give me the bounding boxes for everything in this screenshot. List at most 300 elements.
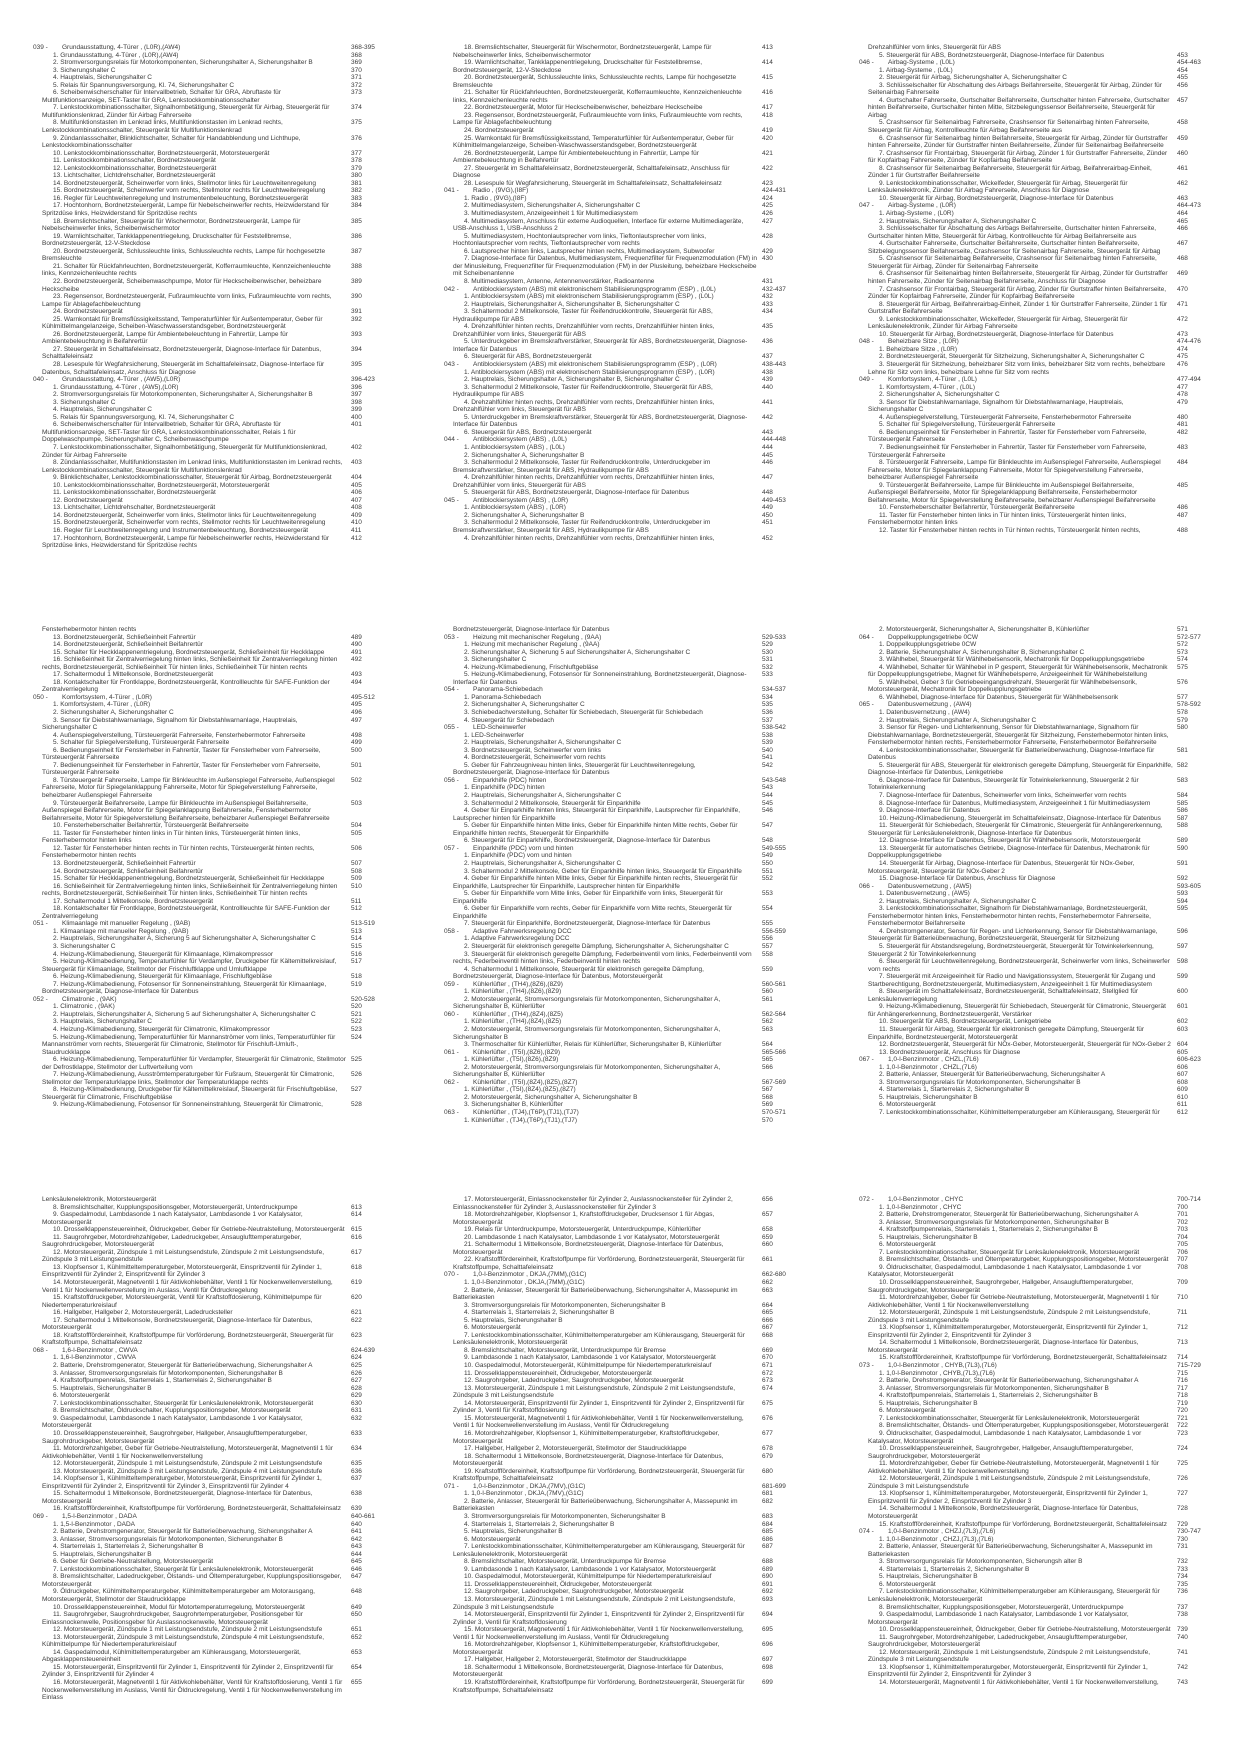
page-number: 422 xyxy=(762,164,773,172)
page-number: 463 xyxy=(1177,194,1188,202)
section-number: 060 - xyxy=(444,1010,459,1018)
entry-text: 16. Schließeinheit für Zentralverriegelung hinten links, Schließeinheit für Zentralverriegelung hinten rechts, Bordnetzsteuergerät, Schließeinheit Tür hinten links, Schließeinheit Tür hinten rechts xyxy=(42,882,338,898)
entry-text: 24. Bordnetzsteuergerät xyxy=(53,308,123,316)
entry-text: 6. Lautsprecher hinten links, Lautsprecher hinten rechts, Multimediasystem, Subwoofer xyxy=(464,247,715,255)
entry-text: 4. Kraftstoffpumpenrelais, Starterrelais 1, Starterrelais 2, Sicherungshalter B xyxy=(879,1392,1098,1400)
page-number: 473 xyxy=(1177,330,1188,338)
section-header-row xyxy=(444,981,817,989)
index-entry-row xyxy=(33,1475,406,1490)
index-entry-row xyxy=(33,263,406,278)
page-number: 494 xyxy=(351,678,362,686)
index-entry-row xyxy=(444,671,817,686)
page-number: 500 xyxy=(351,746,362,754)
section-header-text xyxy=(444,634,758,642)
entry-text: 12. Lenkstockkombinationsschalter, Bordnetzsteuergerät xyxy=(53,164,217,172)
index-entry-row xyxy=(33,800,406,823)
page-number: 436 xyxy=(762,338,773,346)
entry-text: 6. Motorsteuergerät xyxy=(53,1392,110,1400)
index-entry-row xyxy=(859,240,1232,255)
entry-text: 1. Climatronic , (9AK) xyxy=(53,1003,115,1011)
page-number: 483 xyxy=(1177,443,1188,451)
entry-text: 22. Bordnetzsteuergerät, Motor für Heckscheibenwischer, beheizbare Heckscheibe xyxy=(464,104,703,112)
section-number: 044 - xyxy=(444,436,459,444)
index-entry-row xyxy=(859,399,1232,414)
entry-text: 6. Diagnose-Interface für Datenbus, Steuergerät für Totwinkelerkennung, Steuergerät 2 für Totwinkelerkennung xyxy=(868,776,1139,792)
page-number: 434 xyxy=(762,308,773,316)
section-number: 045 - xyxy=(444,496,459,504)
entry-text: 2. Multimediasystem, Sicherungshalter A, Sicherungshalter C xyxy=(464,202,641,210)
page-number: 512 xyxy=(351,905,362,913)
index-entry-row xyxy=(859,1003,1232,1018)
entry-text: 4. Gurtschalter Fahrerseite, Gurtschalter Beifahrerseite, Gurtschalter hinten Fahrerseite, Gurtschalter hinten Beifahrerseite, Gurtschalter hinten Mitte, Sitzbelegungssensor Beifahrerseite, Steuergerät für Airbag xyxy=(868,96,1170,119)
entry-text: 12. Bordnetzsteuergerät xyxy=(53,496,123,504)
index-entry-row xyxy=(444,444,817,452)
page-number: 389 xyxy=(351,277,362,285)
entry-text: 1. 1,5-l-Benzinmotor , DADA xyxy=(53,1520,136,1528)
section-header-row xyxy=(444,1271,817,1279)
index-entry-row xyxy=(33,1460,406,1468)
index-entry-row xyxy=(33,172,406,180)
section-header-row xyxy=(859,376,1232,384)
entry-text: 3. Schlüsselschalter für Abschaltung des Airbags Beifahrerseite, Steuergerät für Airbag, Zünder für Seitenairbag Fahrerseite xyxy=(868,81,1162,97)
page-number: 485 xyxy=(1177,481,1188,489)
index-entry-row xyxy=(33,641,406,649)
index-entry-row xyxy=(859,815,1232,823)
section-header-row xyxy=(444,845,817,853)
index-entry-row xyxy=(33,308,406,316)
page-number: 521 xyxy=(351,1010,362,1018)
entry-text: 13. Steuergerät für automatisches Getriebe, Diagnose-Interface für Datenbus, Mechatronik für Doppelkupplungsgetriebe xyxy=(868,844,1150,860)
section-title: 1,0-l-Benzinmotor , CHZL,(7L6) xyxy=(888,1056,979,1064)
index-entry-row xyxy=(444,800,817,808)
page-number: 598 xyxy=(1177,958,1188,966)
section-number: 040 - xyxy=(33,376,48,384)
index-entry-row xyxy=(859,1064,1232,1072)
entry-text: 5. Schalter für Spiegelverstellung, Türsteuergerät Fahrerseite xyxy=(879,421,1056,429)
page-number: 432-437 xyxy=(762,285,786,293)
page-number: 467 xyxy=(1177,240,1188,248)
page-number: 595 xyxy=(1177,905,1188,913)
page-number: 402 xyxy=(351,443,362,451)
section-number: 041 - xyxy=(444,187,459,195)
index-entry-row xyxy=(444,868,817,876)
section-title: Doppelkupplungsgetriebe 0CW xyxy=(888,633,978,641)
entry-text: 2. Stromversorgungsrelais für Motorkomponenten, Sicherungshalter A, Sicherungshalter B xyxy=(53,59,313,67)
page-number: 705 xyxy=(1177,1241,1188,1249)
section-header-row xyxy=(444,286,817,294)
index-entry-row xyxy=(859,1543,1232,1558)
index-entry-row xyxy=(33,406,406,414)
section-header-text xyxy=(444,187,758,195)
index-entry-row xyxy=(859,82,1232,97)
index-entry-row xyxy=(444,1543,817,1558)
section-title: Datenbusvernetzung , (AW5) xyxy=(888,882,972,890)
entry-text: 2. Motorsteuergerät, Stromversorgungsrelais für Motorkomponenten, Sicherungshalter A, Sicherungshalter B, Kühlerlüfter xyxy=(453,995,721,1011)
page-number: 408 xyxy=(351,504,362,512)
index-entry-row xyxy=(859,1211,1232,1219)
page-number: 679 xyxy=(762,1452,773,1460)
page-number: 736 xyxy=(1177,1588,1188,1596)
index-entry-row xyxy=(444,1309,817,1317)
entry-text: 10. Heizung-/Klimabedienung, Steuergerät im Schalttafeleinsatz, Diagnose-Interface für Datenbus xyxy=(879,814,1161,822)
entry-text: 9. Heizung-/Klimabedienung, Steuergerät für Schiebedach, Steuergerät für Climatronic, Steuergerät für Anhängererkennung, Bordnetzsteuergerät, Verstärker xyxy=(868,1003,1166,1018)
entry-text: 8. Multimediasystem, Antenne, Antennenverstärker, Radioantenne xyxy=(464,277,655,285)
entry-text: 3. Schaltermodul 2 Mittelkonsole, Steuergerät für Einparkhilfe xyxy=(464,799,641,807)
section-header-row xyxy=(859,701,1232,709)
page-number: 644 xyxy=(351,1550,362,1558)
page-number: 379 xyxy=(351,164,362,172)
page-number: 415 xyxy=(762,74,773,82)
page-number: 726 xyxy=(1177,1475,1188,1483)
page-number: 539 xyxy=(762,739,773,747)
entry-text: 3. Steuergerät für Sitzheizung, beheizbarer Sitz vorn links, beheizbarer Sitz vorn rechts, beheizbare Lehne für Sitz vorn links, beheizbare Lehne für Sitz vorn rechts xyxy=(868,360,1166,376)
entry-text: 2. Batterie, Drehstromgenerator, Steuergerät für Batterieüberwachung, Sicherungshalter A xyxy=(53,1528,313,1536)
page-number: 742 xyxy=(1177,1663,1188,1671)
index-entry-row xyxy=(444,1018,817,1026)
entry-text: 16. Regler für Leuchtweitenregelung und Instrumentenbeleuchtung, Bordnetzsteuergerät xyxy=(53,194,309,202)
entry-text: 3. Sicherungshalter C xyxy=(53,398,116,406)
page-number: 466 xyxy=(1177,225,1188,233)
entry-text: 3. Hauptrelais, Sicherungshalter C xyxy=(53,1018,152,1026)
page-number: 480 xyxy=(1177,413,1188,421)
page-number: 608 xyxy=(1177,1078,1188,1086)
index-column xyxy=(33,626,406,1109)
entry-text: 5. Hauptrelais, Sicherungshalter B xyxy=(879,1233,978,1241)
index-entry-row xyxy=(33,935,406,943)
index-entry-row xyxy=(33,474,406,482)
index-entry-row xyxy=(859,165,1232,180)
index-entry-row xyxy=(33,1056,406,1071)
entry-text: 4. Hauptrelais, Sicherungshalter C xyxy=(53,74,152,82)
page-number: 672 xyxy=(762,1369,773,1377)
page-number: 682 xyxy=(762,1497,773,1505)
index-entry-row xyxy=(33,701,406,709)
index-entry-row xyxy=(859,1505,1232,1520)
index-entry-row xyxy=(859,286,1232,301)
entry-text: 11. Motordrehzahlgeber, Geber für Getriebe-Neutralstellung, Motorsteuergerät, Magnetventil 1 für Aktivkohlebehälter, Ventil 1 für Nockenwellenverstellung xyxy=(42,1445,333,1460)
page-number: 391 xyxy=(351,308,362,316)
page-number: 729 xyxy=(1177,1520,1188,1528)
entry-text: 8. Steuergerät für Airbag, Beifahrerairbag-Einheit, Zünder 1 für Gurtstraffer Fahrerseite, Zünder 1 für Gurtstraffer Beifahrerseite xyxy=(868,300,1168,316)
entry-text: 4. Drehzahlfühler hinten rechts, Drehzahlfühler vorn rechts, Drehzahlfühler hinten links, Drehzahlfühler vorn links, Steuergerät für ABS xyxy=(453,474,715,489)
entry-text: 11. Saugrohrgeber, Motordrehzahlgeber, Ladedruckgeber, Ansauglufttemperaturgeber, Saugrohrdruckgeber, Motorsteuergerät xyxy=(868,1633,1128,1649)
index-entry-row xyxy=(859,762,1232,777)
page-number: 505 xyxy=(351,829,362,837)
index-entry-row xyxy=(444,1086,817,1094)
index-entry-row xyxy=(33,195,406,203)
index-entry-row xyxy=(859,1430,1232,1445)
index-entry-row xyxy=(444,1256,817,1271)
entry-text: 8. Heizung-/Klimabedienung, Druckgeber für Kältemittelkreislauf, Steuergerät für Frischluftgebläse, Steuergerät für Climatronic, Frischluftgebläse xyxy=(42,1086,338,1101)
index-entry-row xyxy=(859,694,1232,702)
index-entry-row xyxy=(444,1400,817,1415)
section-header-row xyxy=(859,634,1232,642)
index-entry-row xyxy=(33,649,406,657)
page-number: 691 xyxy=(762,1580,773,1588)
index-entry-row xyxy=(444,935,817,943)
index-entry-row xyxy=(444,429,817,437)
entry-text: 4. Heizung-/Klimabedienung, Steuergerät für Klimaanlage, Klimakompressor xyxy=(53,950,274,958)
entry-text: 2. Steuergerät für Airbag, Sicherungshalter A, Sicherungshalter C xyxy=(879,74,1067,82)
index-entry-row xyxy=(859,1679,1232,1687)
entry-text: 19. Kraftstofffördereinheit, Kraftstoffpumpe für Vorförderung, Bordnetzsteuergerät, Steuergerät für Kraftstoffpumpe, Schalttafeleinsatz xyxy=(453,1679,745,1694)
page-number: 721 xyxy=(1177,1414,1188,1422)
page-number: 567 xyxy=(762,1086,773,1094)
entry-text: 9. Öldruckgeber, Kühlmitteltemperaturgeber, Kühlmitteltemperaturgeber am Motorausgang, Motorsteuergerät, Stellmotor der Staudruckklappe xyxy=(42,1588,315,1603)
page-number: 371 xyxy=(351,74,362,82)
page-number: 678 xyxy=(762,1445,773,1453)
page-number: 655 xyxy=(351,1679,362,1686)
entry-text: 6. Heizung-/Klimabedienung, Temperaturfühler für Verdampfer, Steuergerät für Climatronic, Stellmotor der Defrostklappe, Stellmotor der Luftverteilung vorn xyxy=(42,1056,346,1071)
page-number: 590 xyxy=(1177,844,1188,852)
page-number: 733 xyxy=(1177,1565,1188,1573)
section-header-row xyxy=(859,1196,1232,1204)
index-entry-row xyxy=(859,845,1232,860)
page-number: 687 xyxy=(762,1543,773,1551)
page-number: 638 xyxy=(351,1490,362,1498)
entry-text: 13. Bordnetzsteuergerät, Anschluss für Diagnose xyxy=(879,1048,1021,1056)
page-number: 407 xyxy=(351,496,362,504)
entry-text: 14. Klopfsensor 1, Kühlmitteltemperaturgeber, Motorsteuergerät, Einspritzventil für Zylinder 1, Einspritzventil für Zylinder 2, Einspritzventil für Zylinder 3, Einspritzventil für Zylinder 4 xyxy=(42,1475,322,1490)
entry-text: 4. Bordnetzsteuergerät, Scheinwerfer vorn rechts xyxy=(464,754,606,762)
entry-text: 7. Lenkstockkombinationsschalter, Signalhornbetätigung, Steuergerät für Multifunktionslenkrad, Zünder für Airbag Fahrerseite xyxy=(42,443,327,459)
page-number: 382 xyxy=(351,187,362,195)
index-entry-row xyxy=(444,1490,817,1498)
index-entry-row xyxy=(859,1339,1232,1354)
index-entry-row xyxy=(33,504,406,512)
page-number: 654 xyxy=(351,1663,362,1671)
entry-text: 5. Geber für Fahrzeugniveau hinten links, Steuergerät für Leuchtweitenregelung, Bordnetzsteuergerät, Diagnose-Interface für Datenbus xyxy=(453,761,696,777)
entry-text: 12. Diagnose-Interface für Datenbus, Steuergerät für Wählhebelsensorik, Motorsteuergerät xyxy=(879,837,1141,845)
entry-text: 4. Kraftstoffpumpenrelais, Starterrelais 1, Starterrelais 2, Sicherungshalter B xyxy=(879,1226,1098,1234)
index-entry-row xyxy=(859,391,1232,399)
entry-text: 3. Schaltermodul 2 Mittelkonsole, Taster für Reifendruckkontrolle, Steuergerät für ABS, Hydraulikpumpe für ABS xyxy=(453,308,713,323)
page-number: 612 xyxy=(1177,1109,1188,1116)
index-entry-row xyxy=(859,1264,1232,1279)
page-number: 411 xyxy=(351,527,362,534)
entry-text: 12. Saugrohrgeber, Ladedruckgeber, Saugrohrdruckgeber, Motorsteuergerät xyxy=(464,1588,684,1596)
index-entry-row xyxy=(444,1573,817,1581)
page-number: 643 xyxy=(351,1543,362,1551)
entry-text: 1. Panorama-Schiebedach xyxy=(464,693,541,701)
entry-text: 1. 1,6-l-Benzinmotor , CWVA xyxy=(53,1354,136,1362)
index-entry-row xyxy=(33,747,406,762)
section-header-text xyxy=(33,920,347,928)
page-number: 717 xyxy=(1177,1384,1188,1392)
index-column xyxy=(859,1196,1232,1687)
index-entry-row xyxy=(859,1400,1232,1408)
page-number: 506 xyxy=(351,844,362,852)
index-entry-row xyxy=(859,119,1232,134)
index-entry-row xyxy=(33,1543,406,1551)
entry-text: 3. Sensor für Diebstahlwarnanlage, Signalhorn für Diebstahlwarnanlage, Hauptrelais, Sicherungshalter C xyxy=(868,398,1124,414)
page-number: 566 xyxy=(762,1063,773,1071)
page-number: 555 xyxy=(762,920,773,928)
entry-text: 7. Bedienungseinheit für Fensterheber in Fahrertür, Taster für Fensterheber vorn Fahrerseite, Türsteuergerät Fahrerseite xyxy=(868,443,1147,459)
section-title: Kühlerlüfter , (T5I),(8Z6),(8Z9) xyxy=(473,1048,561,1056)
entry-text: 6. Motorsteuergerät xyxy=(879,1101,936,1109)
index-entry-row xyxy=(444,376,817,384)
page-number: 443 xyxy=(762,428,773,436)
entry-text: 6. Bedienungseinheit für Fensterheber in Fahrertür, Taster für Fensterheber vorn Fahrerseite, Türsteuergerät Fahrerseite xyxy=(868,428,1147,444)
index-entry-row xyxy=(33,331,406,346)
entry-text: 1. Grundausstattung, 4-Türer , (L0R),(AW4) xyxy=(53,51,179,59)
index-entry-row xyxy=(33,634,406,642)
page-number: 444 xyxy=(762,443,773,451)
page-number: 412 xyxy=(351,534,362,542)
page-number: 653 xyxy=(351,1648,362,1656)
index-entry-row xyxy=(33,1332,406,1347)
page-number: 438-443 xyxy=(762,360,786,368)
section-number: 057 - xyxy=(444,844,459,852)
page-number: 525 xyxy=(351,1056,362,1064)
page-number: 446 xyxy=(762,459,773,467)
index-entry-row xyxy=(444,165,817,180)
entry-text: 4. Drehzahlfühler hinten rechts, Drehzahlfühler vorn rechts, Drehzahlfühler hinten links, xyxy=(464,534,715,542)
page-number: 368-395 xyxy=(351,44,375,51)
page-number: 445 xyxy=(762,451,773,459)
index-entry-row xyxy=(859,512,1232,527)
index-entry-row xyxy=(33,656,406,671)
index-entry-row xyxy=(859,1626,1232,1634)
page-number: 491 xyxy=(351,648,362,656)
index-entry-row xyxy=(859,1294,1232,1309)
page-number: 732 xyxy=(1177,1558,1188,1566)
entry-text: 1. 1,0-l-Benzinmotor , DKJA,(7MM),(G1C) xyxy=(464,1279,585,1287)
entry-text: 6. Scheibenwischerschalter für Intervallbetrieb, Schalter für GRA, Abruftaste für Multifunktionsanzeige, SET-Taster für GRA, Lenkstockkombinationsschalter xyxy=(42,89,281,104)
page-number: 702 xyxy=(1177,1218,1188,1226)
entry-text: 1. Antiblockiersystem (ABS) , (L0R) xyxy=(464,504,566,512)
entry-text: 13. Motorsteuergerät, Zündspule 3 mit Leistungsendstufe, Zündspule 4 mit Leistungsendstufe, Kühlmittelpumpe für Niedertemperaturkreislauf xyxy=(42,1633,324,1649)
page-number: 722 xyxy=(1177,1422,1188,1430)
entry-text: 14. Motorsteuergerät, Magnetventil 1 für Aktivkohlebehälter, Ventil 1 für Nockenwellenverstellung, Ventil 1 für Nockenwellenverstellung im Auslass, Ventil für Öldruckregelung xyxy=(42,1279,333,1294)
index-entry-row xyxy=(444,1498,817,1513)
page-number: 508 xyxy=(351,867,362,875)
index-entry-row xyxy=(33,1521,406,1529)
index-entry-row xyxy=(859,1234,1232,1242)
section-header-row xyxy=(33,44,406,52)
index-entry-row xyxy=(859,1566,1232,1574)
index-entry-row xyxy=(444,717,817,725)
index-entry-row xyxy=(33,104,406,119)
page-number: 461 xyxy=(1177,164,1188,172)
page-number: 444-448 xyxy=(762,436,786,444)
entry-text: 15. Motorsteuergerät, Einspritzventil für Zylinder 1, Einspritzventil für Zylinder 2, Einspritzventil für Zylinder 3, Einspritzventil für Zylinder 4 xyxy=(42,1663,334,1679)
page-number: 593 xyxy=(1177,890,1188,898)
index-entry-row xyxy=(444,233,817,248)
index-entry-row xyxy=(33,1071,406,1086)
section-number: 046 - xyxy=(859,59,874,67)
entry-text: 12. Motorsteuergerät, Zündspule 1 mit Leistungsendstufe, Zündspule 2 mit Leistungsendstufe, Zündspule 3 mit Leistungsendstufe xyxy=(868,1648,1150,1664)
index-entry-row xyxy=(33,679,406,694)
entry-text: 5. Hauptrelais, Sicherungshalter B xyxy=(879,1093,978,1101)
page-number: 605 xyxy=(1177,1048,1188,1056)
entry-text: 3. Schiebedachverstellung, Schalter für Schiebedach, Steuergerät für Schiebedach xyxy=(464,709,703,717)
page-number: 543-548 xyxy=(762,776,786,784)
index-entry-row xyxy=(859,1664,1232,1679)
entry-text: 3. Schlüsselschalter für Abschaltung des Airbags Beifahrerseite, Gurtschalter hinten Fahrerseite, Gurtschalter hinten Mitte, Steuergerät für Airbag, Kontrollleuchte für Airbag Beifahrerseite aus xyxy=(868,225,1157,240)
entry-text: 17. Schaltermodul 1 Mittelkonsole, Bordnetzsteuergerät xyxy=(53,897,214,905)
page-number: 462 xyxy=(1177,179,1188,187)
page-number: 396 xyxy=(351,383,362,391)
section-title: 1,5-l-Benzinmotor , DADA xyxy=(62,1512,137,1520)
section-title: Grundausstattung, 4-Türer , (L0R),(AW4) xyxy=(62,44,181,51)
page-number: 488 xyxy=(1177,527,1188,534)
entry-text: 3. Sensor für Diebstahlwarnanlage, Signalhorn für Diebstahlwarnanlage, Hauptrelais, Sicherungshalter C xyxy=(42,716,298,732)
entry-text: Drehzahlfühler vorn links, Steuergerät für ABS xyxy=(868,44,1001,51)
entry-text: 3. Sicherungshalter C xyxy=(464,656,527,664)
index-entry-row xyxy=(33,1664,406,1679)
section-title: 1,0-l-Benzinmotor , CHZJ,(7L3),(7L6) xyxy=(888,1528,996,1536)
entry-text: 6. Geber für Einparkhilfe vorn rechts, Geber für Einparkhilfe vorn Mitte rechts, Steuergerät für Einparkhilfe xyxy=(453,905,733,920)
page-number: 509 xyxy=(351,875,362,883)
entry-text: 12. Bordnetzsteuergerät, Steuergerät für NOx-Geber, Motorsteuergerät, Steuergerät für NOx-Geber 2 xyxy=(879,1041,1171,1049)
page-number: 562 xyxy=(762,1018,773,1026)
page-number: 662-680 xyxy=(762,1271,786,1279)
index-entry-row xyxy=(33,1505,406,1513)
section-header-row xyxy=(33,920,406,928)
index-entry-row xyxy=(859,1109,1232,1117)
page-number: 700 xyxy=(1177,1203,1188,1211)
section-header-text xyxy=(444,724,758,732)
index-entry-row xyxy=(33,74,406,82)
page-number: 737 xyxy=(1177,1603,1188,1611)
index-entry-row xyxy=(859,679,1232,694)
index-entry-row xyxy=(859,717,1232,725)
page-number: 468 xyxy=(1177,255,1188,263)
entry-text: 4. Geber für Einparkhilfe hinten links, Steuergerät für Einparkhilfe, Lautsprecher für Einparkhilfe, Lautsprecher hinten für Einparkhilfe xyxy=(453,807,741,822)
section-header-row xyxy=(859,883,1232,891)
page-number: 435 xyxy=(762,323,773,331)
index-entry-row xyxy=(33,527,406,535)
entry-text: 17. Schaltermodul 1 Mittelkonsole, Bordnetzsteuergerät xyxy=(53,671,214,679)
index-entry-row xyxy=(444,754,817,762)
index-entry-row xyxy=(859,1226,1232,1234)
index-entry-row xyxy=(859,1370,1232,1378)
entry-text: 1. LED-Scheinwerfer xyxy=(464,731,524,739)
entry-text: 5. Hauptrelais, Sicherungshalter B xyxy=(53,1384,152,1392)
section-header-row xyxy=(444,686,817,694)
page-number: 405 xyxy=(351,481,362,489)
entry-text: 5. Heizung-/Klimabedienung, Temperaturfühler für Mannanströmer vorn links, Temperaturfühler für Mannanströmer vorn rechts, Steuergerät für Climatronic, Stellmotor für Frischluft-Umluft-, Staudruckklappe xyxy=(42,1033,336,1056)
entry-text: 11. Taster für Fensterheber hinten links in Tür hinten links, Türsteuergerät hinten links, Fensterhebermotor hinten links xyxy=(868,511,1127,527)
entry-text: 11. Steuergerät für Schiebedach, Steuergerät für Climatronic, Steuergerät für Anhängererkennung, Steuergerät für Lenksäulenelektronik, Diagnose-Interface für Datenbus xyxy=(868,822,1163,837)
entry-text: 2. Hauptrelais, Sicherungshalter A, Sicherung 5 auf Sicherungshalter A, Sicherungshalter C xyxy=(53,1010,316,1018)
section-header-text xyxy=(444,686,758,694)
page-number: 708 xyxy=(1177,1263,1188,1271)
entry-text: 10. Drosselklappensteuereinheit, Öldruckgeber, Geber für Getriebe-Neutralstellung, Motorsteuergerät xyxy=(879,1626,1171,1634)
entry-text: 14. Motorsteuergerät, Magnetventil 1 für Aktivkohlebehälter, Ventil 1 für Nockenwellenverstellung, xyxy=(879,1679,1159,1686)
entry-text: 7. Bedienungseinheit für Fensterheber in Fahrertür, Taster für Fensterheber vorn Fahrerseite, Türsteuergerät Fahrerseite xyxy=(42,761,321,777)
page-number: 616 xyxy=(351,1233,362,1241)
index-entry-row xyxy=(444,459,817,474)
index-entry-row xyxy=(859,988,1232,1003)
index-entry-row xyxy=(33,519,406,527)
index-entry-row xyxy=(444,739,817,747)
index-entry-row xyxy=(859,664,1232,679)
entry-text: 15. Kraftstofffördereinheit, Kraftstoffpumpe für Vorförderung, Bordnetzsteuergerät, Schalttafeleinsatz xyxy=(879,1354,1167,1362)
index-entry-row xyxy=(444,1588,817,1596)
page-number: 706 xyxy=(1177,1248,1188,1256)
index-entry-row xyxy=(33,1011,406,1019)
index-entry-row xyxy=(444,664,817,672)
entry-text: 4. Drehstromgenerator, Sensor für Regen- und Lichterkennung, Sensor für Diebstahlwarnanlage, Steuergerät für Batterieüberwachung, Bordnetzsteuergerät, Steuergerät für Sitzheizung xyxy=(868,927,1158,943)
index-entry-row xyxy=(859,527,1232,535)
index-entry-row xyxy=(859,898,1232,906)
entry-text: 5. Multimediasystem, Hochtonlautsprecher vorn links, Tieftonlautsprecher vorn links, Hochtonlautsprecher vorn rechts, Tieftonlautsprecher vorn rechts xyxy=(453,232,707,248)
index-entry-row xyxy=(33,293,406,308)
entry-text: 8. Diagnose-Interface für Datenbus, Multimediasystem, Anzeigeeinheit 1 für Multimediasystem xyxy=(879,799,1151,807)
